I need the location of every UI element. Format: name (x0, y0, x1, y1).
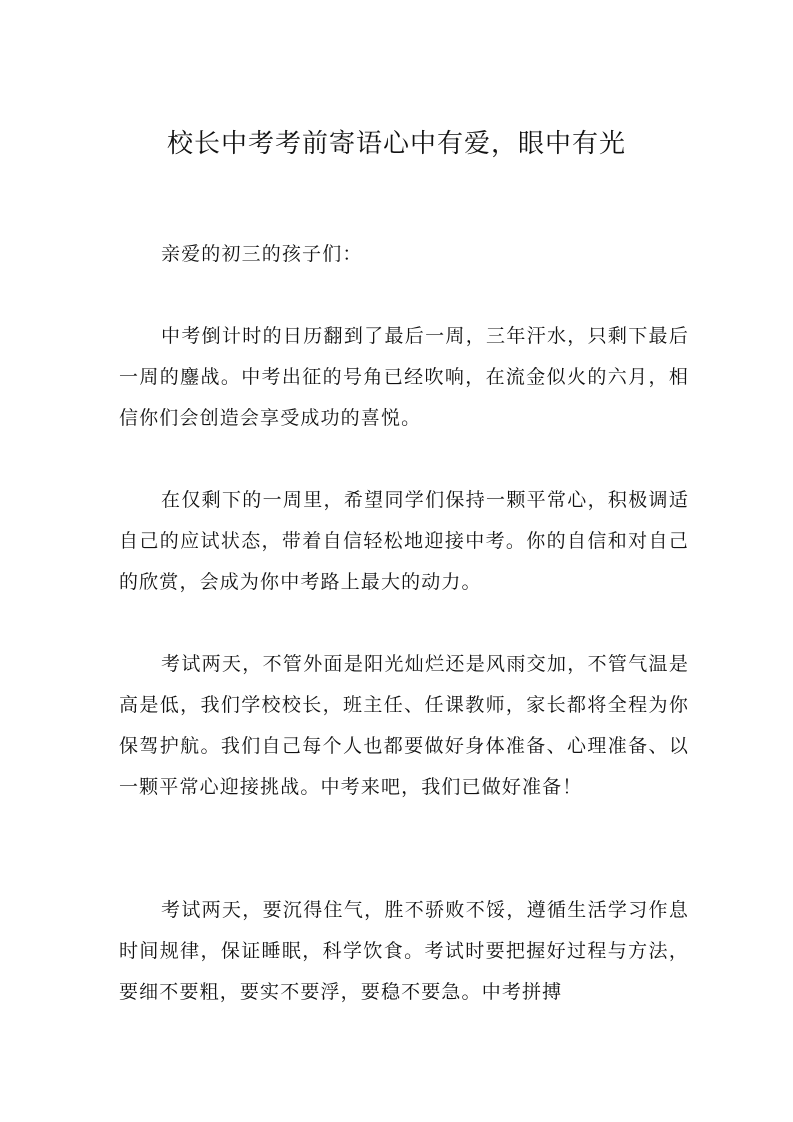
greeting: 亲爱的初三的孩子们： (161, 243, 363, 265)
paragraph-4: 考试两天，要沉得住气，胜不骄败不馁，遵循生活学习作息时间规律，保证睡眠，科学饮食。考试时要把握好过程与方法，要细不要粗，要实不要浮，要稳不要急。中考拼搏 (119, 899, 689, 1003)
paragraph-1: 中考倒计时的日历翻到了最后一周，三年汗水，只剩下最后一周的鏖战。中考出征的号角已经吹响，在流金似火的六月，相信你们会创造会享受成功的喜悦。 (119, 325, 689, 429)
paragraph-3: 考试两天，不管外面是阳光灿烂还是风雨交加，不管气温是高是低，我们学校校长，班主任、任课教师，家长都将全程为你保驾护航。我们自己每个人也都要做好身体准备、心理准备、以一颗平常心迎接挑战。中考来吧，我们已做好准备！ (119, 653, 689, 798)
document-title: 校长中考考前寄语心中有爱，眼中有光 (166, 129, 626, 159)
paragraph-2: 在仅剩下的一周里，希望同学们保持一颗平常心，积极调适自己的应试状态，带着自信轻松地迎接中考。你的自信和对自己的欣赏，会成为你中考路上最大的动力。 (119, 489, 689, 593)
